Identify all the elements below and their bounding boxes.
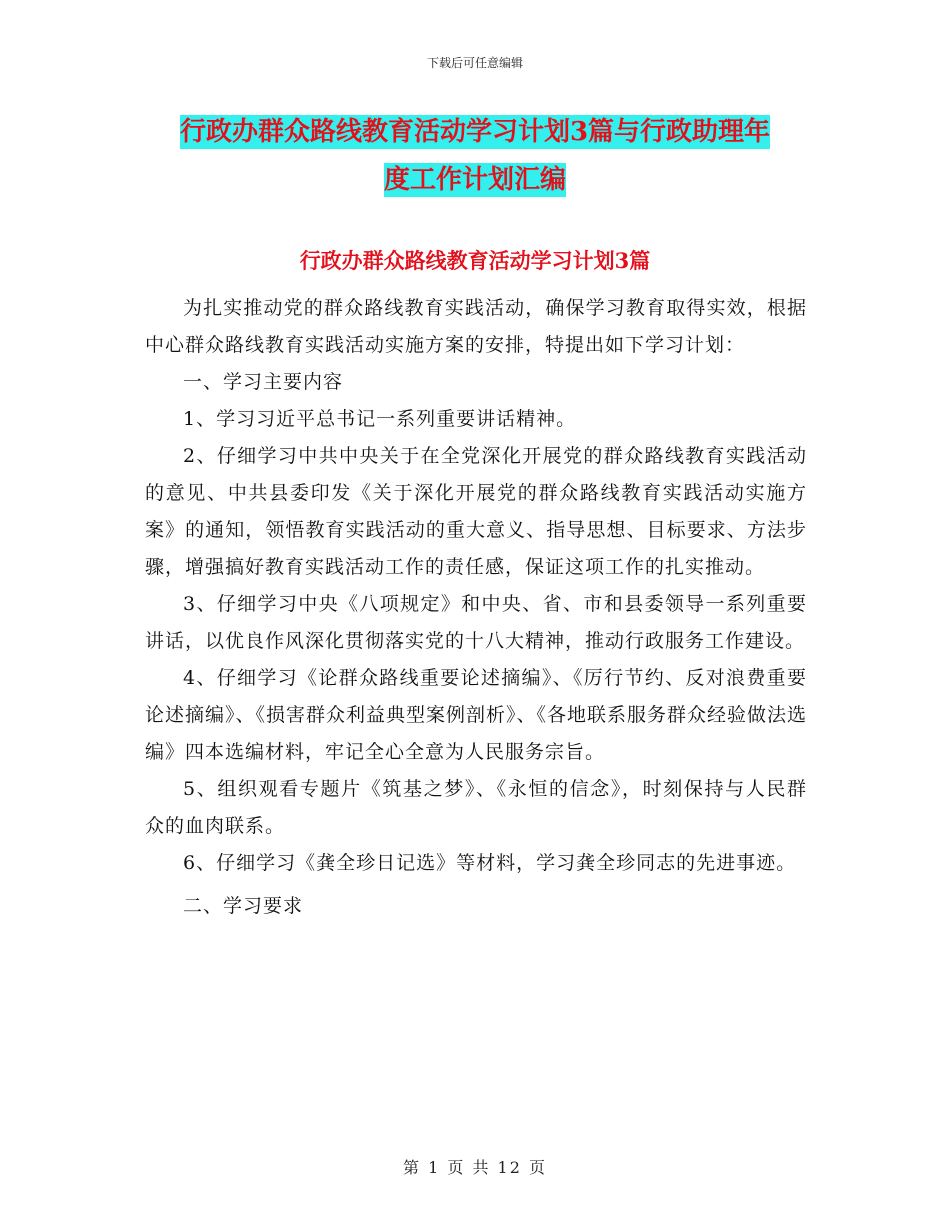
page-footer-number: 第 1 页 共 12 页 (403, 1158, 547, 1177)
document-body (145, 290, 807, 925)
document-title-line-2: 度工作计划汇编 (383, 165, 566, 195)
paragraph-intro: 为扎实推动党的群众路线教育实践活动，确保学习教育取得实效，根据中心群众路线教育实践活动实施方案的安排，特提出如下学习计划： (145, 297, 807, 356)
paragraph-heading-1: 一、学习主要内容 (183, 371, 344, 393)
section-title: 行政办群众路线教育活动学习计划3篇 (299, 248, 651, 273)
paragraph-item-1: 1、学习习近平总书记一系列重要讲话精神。 (183, 408, 577, 430)
paragraph-item-4: 4、仔细学习《论群众路线重要论述摘编》、《厉行节约、反对浪费重要论述摘编》、《损害群众利益典型案例剖析》、《各地联系服务群众经验做法选编》四本选编材料，牢记全心全意为人民服务宗旨。 (145, 667, 808, 763)
page-header-note: 下载后可任意编辑 (426, 56, 523, 70)
paragraph-heading-2: 二、学习要求 (183, 895, 304, 917)
document-title (145, 108, 805, 204)
paragraph-item-5: 5、组织观看专题片《筑基之梦》、《永恒的信念》，时刻保持与人民群众的血肉联系。 (145, 778, 807, 837)
paragraph-item-6: 6、仔细学习《龚全珍日记选》等材料，学习龚全珍同志的先进事迹。 (183, 852, 797, 874)
document-title-line-1: 行政办群众路线教育活动学习计划3篇与行政助理年 (179, 117, 771, 147)
paragraph-item-3: 3、仔细学习中央《八项规定》和中央、省、市和县委领导一系列重要讲话，以优良作风深化贯彻落实党的十八大精神，推动行政服务工作建设。 (145, 593, 807, 652)
paragraph-item-2: 2、仔细学习中共中央关于在全党深化开展党的群众路线教育实践活动的意见、中共县委印发《关于深化开展党的群众路线教育实践活动实施方案》的通知，领悟教育实践活动的重大意义、指导思想、目标要求、方法步骤，增强搞好教育实践活动工作的责任感，保证这项工作的扎实推动。 (145, 445, 807, 578)
